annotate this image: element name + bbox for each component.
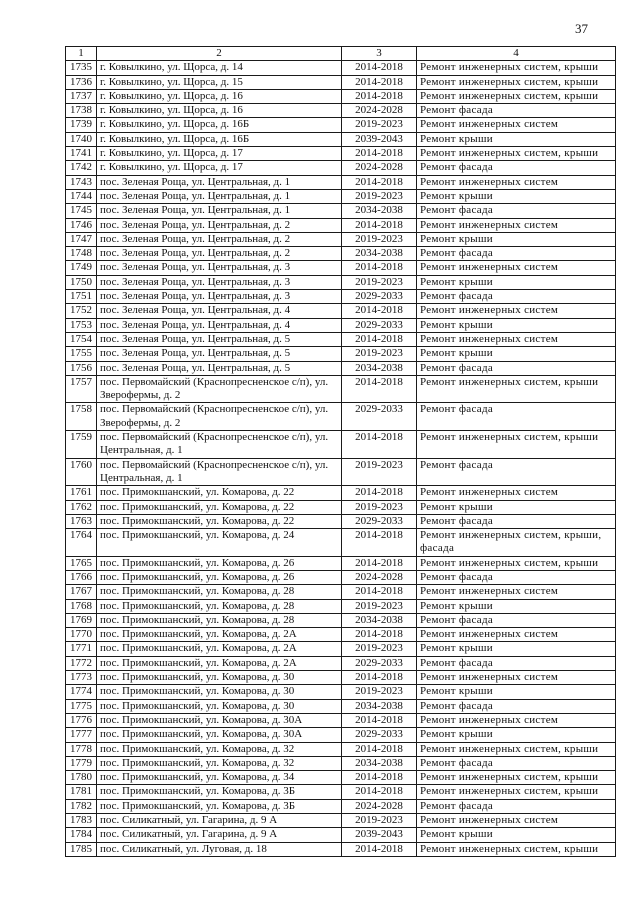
cell-period: 2029-2033 [342, 656, 417, 670]
cell-address: пос. Зеленая Роща, ул. Центральная, д. 1 [97, 175, 342, 189]
cell-address: пос. Силикатный, ул. Гагарина, д. 9 А [97, 828, 342, 842]
cell-work: Ремонт инженерных систем, крыши [417, 147, 616, 161]
cell-work: Ремонт инженерных систем [417, 118, 616, 132]
cell-number: 1767 [66, 585, 97, 599]
cell-address: г. Ковылкино, ул. Щорса, д. 17 [97, 147, 342, 161]
cell-address: г. Ковылкино, ул. Щорса, д. 16 [97, 89, 342, 103]
cell-number: 1741 [66, 147, 97, 161]
cell-number: 1746 [66, 218, 97, 232]
cell-number: 1781 [66, 785, 97, 799]
cell-period: 2014-2018 [342, 842, 417, 856]
table-row [66, 458, 616, 486]
table-row [66, 756, 616, 770]
cell-address: пос. Зеленая Роща, ул. Центральная, д. 4 [97, 318, 342, 332]
cell-period: 2014-2018 [342, 304, 417, 318]
cell-period: 2019-2023 [342, 189, 417, 203]
cell-address: пос. Зеленая Роща, ул. Центральная, д. 2 [97, 247, 342, 261]
table-row [66, 75, 616, 89]
cell-work: Ремонт крыши [417, 599, 616, 613]
cell-period: 2019-2023 [342, 275, 417, 289]
cell-period: 2034-2038 [342, 699, 417, 713]
cell-period: 2014-2018 [342, 332, 417, 346]
cell-address: пос. Примокшанский, ул. Комарова, д. 34 [97, 771, 342, 785]
cell-address: пос. Зеленая Роща, ул. Центральная, д. 4 [97, 304, 342, 318]
cell-number: 1743 [66, 175, 97, 189]
cell-number: 1754 [66, 332, 97, 346]
cell-address: пос. Примокшанский, ул. Комарова, д. 30 [97, 671, 342, 685]
cell-work: Ремонт крыши [417, 189, 616, 203]
cell-work: Ремонт инженерных систем [417, 671, 616, 685]
cell-address: пос. Примокшанский, ул. Комарова, д. 32 [97, 742, 342, 756]
cell-period: 2024-2028 [342, 104, 417, 118]
cell-address: пос. Зеленая Роща, ул. Центральная, д. 1 [97, 204, 342, 218]
cell-work: Ремонт инженерных систем [417, 218, 616, 232]
repair-schedule-table [65, 46, 616, 857]
cell-work: Ремонт фасада [417, 613, 616, 627]
cell-number: 1748 [66, 247, 97, 261]
cell-period: 2019-2023 [342, 814, 417, 828]
cell-number: 1785 [66, 842, 97, 856]
cell-address: г. Ковылкино, ул. Щорса, д. 17 [97, 161, 342, 175]
table-row [66, 89, 616, 103]
cell-address: пос. Примокшанский, ул. Комарова, д. 32 [97, 756, 342, 770]
cell-work: Ремонт инженерных систем, крыши [417, 742, 616, 756]
cell-work: Ремонт инженерных систем, крыши [417, 842, 616, 856]
cell-work: Ремонт инженерных систем, крыши [417, 771, 616, 785]
cell-period: 2034-2038 [342, 361, 417, 375]
header-cell-2: 2 [97, 47, 342, 61]
cell-number: 1783 [66, 814, 97, 828]
cell-work: Ремонт инженерных систем, крыши [417, 89, 616, 103]
cell-work: Ремонт крыши [417, 275, 616, 289]
cell-number: 1757 [66, 375, 97, 403]
cell-address: пос. Примокшанский, ул. Комарова, д. 2А [97, 628, 342, 642]
cell-address: пос. Примокшанский, ул. Комарова, д. 2А [97, 656, 342, 670]
cell-period: 2029-2033 [342, 290, 417, 304]
table-row [66, 728, 616, 742]
cell-address: пос. Зеленая Роща, ул. Центральная, д. 2 [97, 232, 342, 246]
cell-work: Ремонт фасада [417, 570, 616, 584]
cell-address: пос. Зеленая Роща, ул. Центральная, д. 2 [97, 218, 342, 232]
cell-work: Ремонт инженерных систем, крыши [417, 785, 616, 799]
page-number: 37 [575, 21, 588, 36]
cell-period: 2014-2018 [342, 486, 417, 500]
cell-period: 2039-2043 [342, 828, 417, 842]
cell-address: пос. Примокшанский, ул. Комарова, д. 22 [97, 500, 342, 514]
cell-number: 1779 [66, 756, 97, 770]
cell-work: Ремонт крыши [417, 685, 616, 699]
cell-address: г. Ковылкино, ул. Щорса, д. 16 [97, 104, 342, 118]
cell-period: 2014-2018 [342, 89, 417, 103]
cell-number: 1764 [66, 529, 97, 557]
cell-period: 2014-2018 [342, 431, 417, 459]
cell-period: 2014-2018 [342, 147, 417, 161]
cell-number: 1768 [66, 599, 97, 613]
table-row [66, 771, 616, 785]
cell-address: пос. Зеленая Роща, ул. Центральная, д. 3 [97, 290, 342, 304]
table-row [66, 599, 616, 613]
cell-period: 2029-2033 [342, 318, 417, 332]
cell-number: 1759 [66, 431, 97, 459]
cell-address: пос. Примокшанский, ул. Комарова, д. 3Б [97, 785, 342, 799]
cell-number: 1753 [66, 318, 97, 332]
table-row [66, 699, 616, 713]
table-row [66, 290, 616, 304]
table-body [66, 61, 616, 857]
cell-work: Ремонт инженерных систем [417, 713, 616, 727]
cell-period: 2019-2023 [342, 118, 417, 132]
cell-address: пос. Примокшанский, ул. Комарова, д. 30 [97, 699, 342, 713]
cell-number: 1775 [66, 699, 97, 713]
cell-work: Ремонт фасада [417, 699, 616, 713]
cell-period: 2019-2023 [342, 685, 417, 699]
table-row [66, 514, 616, 528]
cell-work: Ремонт фасада [417, 104, 616, 118]
cell-work: Ремонт инженерных систем, крыши [417, 375, 616, 403]
cell-work: Ремонт инженерных систем, крыши [417, 556, 616, 570]
cell-number: 1744 [66, 189, 97, 203]
cell-work: Ремонт фасада [417, 290, 616, 304]
cell-period: 2014-2018 [342, 785, 417, 799]
cell-period: 2014-2018 [342, 218, 417, 232]
table-row [66, 799, 616, 813]
table-row [66, 529, 616, 557]
cell-number: 1760 [66, 458, 97, 486]
cell-work: Ремонт инженерных систем [417, 585, 616, 599]
cell-period: 2014-2018 [342, 75, 417, 89]
cell-work: Ремонт крыши [417, 232, 616, 246]
cell-work: Ремонт крыши [417, 318, 616, 332]
cell-period: 2024-2028 [342, 570, 417, 584]
cell-period: 2024-2028 [342, 799, 417, 813]
header-cell-4: 4 [417, 47, 616, 61]
cell-work: Ремонт инженерных систем [417, 814, 616, 828]
cell-address: пос. Примокшанский, ул. Комарова, д. 28 [97, 585, 342, 599]
cell-work: Ремонт крыши [417, 347, 616, 361]
cell-address: пос. Зеленая Роща, ул. Центральная, д. 1 [97, 189, 342, 203]
cell-period: 2019-2023 [342, 599, 417, 613]
cell-number: 1776 [66, 713, 97, 727]
cell-period: 2029-2033 [342, 728, 417, 742]
table-row [66, 814, 616, 828]
table-row [66, 318, 616, 332]
cell-period: 2014-2018 [342, 261, 417, 275]
cell-work: Ремонт крыши [417, 728, 616, 742]
cell-period: 2014-2018 [342, 175, 417, 189]
cell-period: 2034-2038 [342, 613, 417, 627]
cell-work: Ремонт инженерных систем, крыши, фасада [417, 529, 616, 557]
cell-address: пос. Примокшанский, ул. Комарова, д. 30А [97, 713, 342, 727]
cell-address: пос. Силикатный, ул. Луговая, д. 18 [97, 842, 342, 856]
cell-period: 2019-2023 [342, 347, 417, 361]
cell-work: Ремонт инженерных систем, крыши [417, 75, 616, 89]
cell-period: 2014-2018 [342, 529, 417, 557]
cell-address: пос. Первомайский (Краснопресненское с/п), ул. Центральная, д. 1 [97, 431, 342, 459]
cell-number: 1763 [66, 514, 97, 528]
cell-number: 1756 [66, 361, 97, 375]
table-row [66, 431, 616, 459]
cell-period: 2029-2033 [342, 514, 417, 528]
cell-number: 1755 [66, 347, 97, 361]
table-row [66, 375, 616, 403]
cell-address: пос. Силикатный, ул. Гагарина, д. 9 А [97, 814, 342, 828]
cell-number: 1761 [66, 486, 97, 500]
cell-work: Ремонт инженерных систем [417, 175, 616, 189]
cell-number: 1770 [66, 628, 97, 642]
table-row [66, 500, 616, 514]
cell-period: 2019-2023 [342, 232, 417, 246]
table-row [66, 118, 616, 132]
cell-work: Ремонт инженерных систем [417, 628, 616, 642]
cell-number: 1769 [66, 613, 97, 627]
cell-number: 1742 [66, 161, 97, 175]
cell-period: 2014-2018 [342, 61, 417, 75]
table-row [66, 628, 616, 642]
cell-work: Ремонт инженерных систем [417, 486, 616, 500]
cell-period: 2034-2038 [342, 756, 417, 770]
cell-number: 1782 [66, 799, 97, 813]
table-row [66, 332, 616, 346]
cell-work: Ремонт фасада [417, 361, 616, 375]
cell-period: 2019-2023 [342, 458, 417, 486]
cell-address: пос. Зеленая Роща, ул. Центральная, д. 5 [97, 361, 342, 375]
cell-period: 2014-2018 [342, 742, 417, 756]
cell-address: пос. Первомайский (Краснопресненское с/п), ул. Центральная, д. 1 [97, 458, 342, 486]
cell-address: г. Ковылкино, ул. Щорса, д. 14 [97, 61, 342, 75]
table-row [66, 361, 616, 375]
cell-period: 2014-2018 [342, 375, 417, 403]
cell-period: 2034-2038 [342, 247, 417, 261]
cell-work: Ремонт фасада [417, 204, 616, 218]
cell-period: 2014-2018 [342, 628, 417, 642]
cell-address: пос. Зеленая Роща, ул. Центральная, д. 3 [97, 275, 342, 289]
cell-period: 2014-2018 [342, 713, 417, 727]
cell-number: 1766 [66, 570, 97, 584]
cell-address: пос. Примокшанский, ул. Комарова, д. 26 [97, 570, 342, 584]
table-row [66, 685, 616, 699]
cell-number: 1758 [66, 403, 97, 431]
cell-number: 1752 [66, 304, 97, 318]
cell-number: 1778 [66, 742, 97, 756]
table-row [66, 785, 616, 799]
cell-period: 2034-2038 [342, 204, 417, 218]
table-row [66, 585, 616, 599]
cell-number: 1777 [66, 728, 97, 742]
cell-work: Ремонт инженерных систем, крыши [417, 61, 616, 75]
cell-period: 2014-2018 [342, 771, 417, 785]
table-row [66, 403, 616, 431]
cell-number: 1736 [66, 75, 97, 89]
table-row [66, 486, 616, 500]
cell-period: 2019-2023 [342, 500, 417, 514]
cell-work: Ремонт инженерных систем [417, 261, 616, 275]
cell-number: 1765 [66, 556, 97, 570]
table-row [66, 104, 616, 118]
cell-number: 1751 [66, 290, 97, 304]
cell-work: Ремонт инженерных систем [417, 304, 616, 318]
table-row [66, 161, 616, 175]
cell-work: Ремонт крыши [417, 828, 616, 842]
table-row [66, 275, 616, 289]
cell-period: 2029-2033 [342, 403, 417, 431]
table-row [66, 671, 616, 685]
table-row [66, 218, 616, 232]
table-row [66, 656, 616, 670]
cell-number: 1747 [66, 232, 97, 246]
cell-work: Ремонт крыши [417, 500, 616, 514]
table-row [66, 247, 616, 261]
table-row [66, 189, 616, 203]
cell-work: Ремонт фасада [417, 403, 616, 431]
cell-address: пос. Первомайский (Краснопресненское с/п), ул. Зверофермы, д. 2 [97, 403, 342, 431]
cell-address: пос. Примокшанский, ул. Комарова, д. 24 [97, 529, 342, 557]
table-row [66, 613, 616, 627]
cell-work: Ремонт крыши [417, 642, 616, 656]
cell-address: пос. Примокшанский, ул. Комарова, д. 22 [97, 514, 342, 528]
cell-period: 2039-2043 [342, 132, 417, 146]
cell-address: пос. Примокшанский, ул. Комарова, д. 3Б [97, 799, 342, 813]
table-row [66, 175, 616, 189]
cell-period: 2014-2018 [342, 556, 417, 570]
cell-work: Ремонт инженерных систем, крыши [417, 431, 616, 459]
cell-address: г. Ковылкино, ул. Щорса, д. 15 [97, 75, 342, 89]
table-header [66, 47, 616, 61]
cell-number: 1749 [66, 261, 97, 275]
cell-address: пос. Примокшанский, ул. Комарова, д. 30А [97, 728, 342, 742]
cell-address: пос. Первомайский (Краснопресненское с/п), ул. Зверофермы, д. 2 [97, 375, 342, 403]
cell-address: пос. Примокшанский, ул. Комарова, д. 22 [97, 486, 342, 500]
cell-number: 1772 [66, 656, 97, 670]
cell-number: 1737 [66, 89, 97, 103]
table-row [66, 204, 616, 218]
table-row [66, 261, 616, 275]
cell-work: Ремонт фасада [417, 161, 616, 175]
cell-number: 1780 [66, 771, 97, 785]
table-row [66, 742, 616, 756]
cell-number: 1739 [66, 118, 97, 132]
cell-number: 1745 [66, 204, 97, 218]
cell-work: Ремонт инженерных систем [417, 332, 616, 346]
cell-address: пос. Примокшанский, ул. Комарова, д. 2А [97, 642, 342, 656]
cell-work: Ремонт крыши [417, 132, 616, 146]
cell-address: г. Ковылкино, ул. Щорса, д. 16Б [97, 132, 342, 146]
cell-address: г. Ковылкино, ул. Щорса, д. 16Б [97, 118, 342, 132]
cell-work: Ремонт фасада [417, 514, 616, 528]
header-row [66, 47, 616, 61]
cell-number: 1735 [66, 61, 97, 75]
table-row [66, 347, 616, 361]
cell-period: 2014-2018 [342, 671, 417, 685]
cell-work: Ремонт фасада [417, 458, 616, 486]
cell-address: пос. Зеленая Роща, ул. Центральная, д. 5 [97, 332, 342, 346]
cell-number: 1784 [66, 828, 97, 842]
cell-address: пос. Зеленая Роща, ул. Центральная, д. 3 [97, 261, 342, 275]
cell-number: 1771 [66, 642, 97, 656]
cell-work: Ремонт фасада [417, 756, 616, 770]
table-row [66, 842, 616, 856]
table-row [66, 556, 616, 570]
cell-work: Ремонт фасада [417, 799, 616, 813]
table-row [66, 642, 616, 656]
cell-address: пос. Примокшанский, ул. Комарова, д. 28 [97, 613, 342, 627]
cell-number: 1773 [66, 671, 97, 685]
table-row [66, 61, 616, 75]
table-row [66, 232, 616, 246]
cell-period: 2019-2023 [342, 642, 417, 656]
cell-period: 2024-2028 [342, 161, 417, 175]
cell-number: 1738 [66, 104, 97, 118]
table-row [66, 828, 616, 842]
cell-number: 1774 [66, 685, 97, 699]
cell-work: Ремонт фасада [417, 247, 616, 261]
table-row [66, 570, 616, 584]
cell-address: пос. Примокшанский, ул. Комарова, д. 26 [97, 556, 342, 570]
cell-number: 1740 [66, 132, 97, 146]
cell-work: Ремонт фасада [417, 656, 616, 670]
cell-address: пос. Примокшанский, ул. Комарова, д. 28 [97, 599, 342, 613]
header-cell-1: 1 [66, 47, 97, 61]
cell-period: 2014-2018 [342, 585, 417, 599]
table-row [66, 713, 616, 727]
table-row [66, 304, 616, 318]
header-cell-3: 3 [342, 47, 417, 61]
cell-address: пос. Примокшанский, ул. Комарова, д. 30 [97, 685, 342, 699]
cell-number: 1750 [66, 275, 97, 289]
cell-number: 1762 [66, 500, 97, 514]
table-row [66, 147, 616, 161]
cell-address: пос. Зеленая Роща, ул. Центральная, д. 5 [97, 347, 342, 361]
table-row [66, 132, 616, 146]
